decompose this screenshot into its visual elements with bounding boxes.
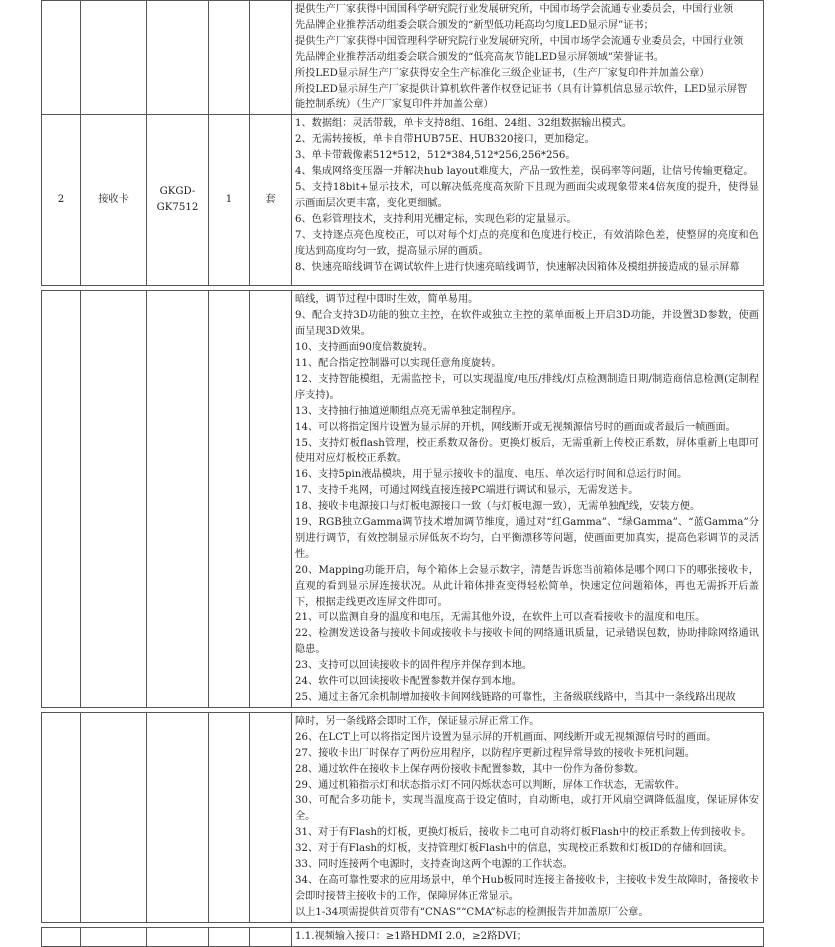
desc-line: 6、色彩管理技术，支持利用光栅定标，实现色彩的定量显示。 (295, 213, 577, 225)
desc-line: 1.1.视频输入接口：≥1路HDMI 2.0，≥2路DVI； (295, 930, 527, 942)
desc-line: 14、可以将指定图片设置为显示屏的开机，网线断开或无视频源信号时的画面或者最后一帧画面。 (295, 421, 736, 433)
desc-line: 31、对于有Flash的灯板，更换灯板后，接收卡二电可自动将灯板Flash中的校正系数上传到接收卡。 (295, 827, 752, 839)
cell-description (292, 115, 764, 286)
desc-line: 提供生产厂家获得中国管理科学研究院行业发展研究所，中国市场学会流通专业委员会，中国行业领 (295, 35, 744, 47)
desc-line: 23、支持可以回读接收卡的固件程序并保存到本地。 (295, 660, 533, 672)
desc-line: 3、单卡带载像素512*512，512*384,512*256,256*256。 (295, 150, 576, 162)
desc-line: 34、在高可靠性要求的应用场景中，单个Hub板同时连接主备接收卡，主接收卡发生故障时，备接收卡会即时接替主接收卡的工作，保障屏体正常显示。 (295, 874, 759, 902)
cell-blank (147, 927, 209, 946)
desc-line: 29、通过机箱指示灯和状态指示灯不同闪烁状态可以判断，屏体工作状态，无需软件。 (295, 779, 685, 791)
desc-line: 25、通过主备冗余机制增加接收卡间网线链路的可靠性，主备级联线路中，当其中一条线路出现故 (295, 692, 736, 703)
cell-blank (250, 291, 292, 708)
desc-line: 11、配合指定控制器可以实现任意角度旋转。 (295, 357, 502, 369)
desc-line: 先品牌企业推荐活动组委会联合颁发的“低亮高灰节能LED显示屏领域”荣誉证书。 (295, 51, 664, 63)
cell-blank (147, 712, 209, 922)
desc-line: 18、接收卡电源接口与灯板电源接口一致（与灯板电源一致），无需单独配线，安装方便。 (295, 501, 701, 513)
cell-blank (209, 927, 250, 946)
desc-line: 26、在LCT上可以将指定图片设置为显示屏的开机画面、网线断开或无视频源信号时的画面。 (295, 731, 717, 743)
cell-blank (147, 291, 209, 708)
desc-line: 先品牌企业推荐活动组委会联合颁发的“新型低功耗高均匀度LED显示屏”证书； (295, 19, 654, 31)
cell-unit: 套 (250, 115, 292, 286)
spec-table (41, 0, 764, 947)
desc-line: 16、支持5pin液晶模块，用于显示接收卡的温度、电压、单次运行时间和总运行时间。 (295, 469, 688, 481)
desc-line: 9、配合支持3D功能的独立主控，在软件或独立主控的菜单面板上开启3D功能，并设置3D参数，使画面呈现3D效果。 (295, 310, 759, 338)
desc-line: 27、接收卡出厂时保存了两份应用程序，以防程序更新过程异常导致的接收卡死机问题。 (295, 747, 696, 759)
desc-line: 24、软件可以回读接收卡配置参数并保存到本地。 (295, 676, 522, 688)
desc-line: 30、可配合多功能卡，实现当温度高于设定值时，自动断电，或打开风扇空调降低温度，保证屏体安全。 (295, 795, 759, 823)
cell-blank (81, 712, 147, 922)
cell-blank (250, 712, 292, 922)
cell-blank (81, 927, 147, 946)
desc-line: 15、支持灯板flash管理，校正系数双备份。更换灯板后，无需重新上传校正系数，屏体重新上电即可使用对应灯板校正系数。 (295, 437, 759, 465)
desc-line: 暗线，调节过程中即时生效，简单易用。 (295, 294, 479, 306)
cell-blank (209, 712, 250, 922)
cell-blank (81, 1, 147, 115)
table-row-certificates (42, 1, 764, 115)
desc-line: 所投LED显示屏生产厂家提供计算机软件著作权登记证书（具有计算机信息显示软件，LED显示屏智 (295, 83, 748, 95)
desc-line: 32、对于有Flash的灯板，支持管理灯板Flash中的信息，实现校正系数和灯板ID的存储和回读。 (295, 843, 734, 855)
desc-line: 5、支持18bit+显示技术，可以解决低亮度高灰阶下且现为画面尖或现象带来4倍灰度的提升，使得显示画面层次更丰富，变化更细腻。 (295, 181, 759, 209)
table-row-next (42, 927, 764, 946)
desc-line: 10、支持画面90度倍数旋转。 (295, 342, 433, 354)
cell-blank (42, 712, 81, 922)
desc-line: 障时，另一条线路会即时工作，保证显示屏正常工作。 (295, 715, 540, 727)
desc-line: 提供生产厂家获得中国国科学研究院行业发展研究所，中国市场学会流通专业委员会，中国行业领 (295, 4, 734, 15)
cell-description (292, 291, 764, 708)
desc-line: 4、集成网络变压器一并解决hub layout难度大，产品一致性差，误码率等问题，让信号传输更稳定。 (295, 166, 754, 178)
cell-blank (42, 1, 81, 115)
cell-description (292, 712, 764, 922)
desc-line: 33、同时连接两个电源时，支持查询这两个电源的工作状态。 (295, 859, 573, 871)
desc-line: 所投LED显示屏生产厂家获得安全生产标准化三级企业证书，（生产厂家复印件并加盖公章） (295, 67, 710, 79)
cell-blank (250, 1, 292, 115)
cell-blank (42, 927, 81, 946)
cell-blank (147, 1, 209, 115)
desc-line: 19、RGB独立Gamma调节技术增加调节维度，通过对“红Gamma”、“绿Gamma”、“蓝Gamma”分别进行调节，有效控制显示屏低灰不均匀，白平衡漂移等问题，使画面更加真实，提高色彩调节的灵活性。 (295, 517, 759, 560)
desc-line: 22、检测发送设备与接收卡间或接收卡与接收卡间的网络通讯质量，记录错误包数，协助排除网络通讯隐患。 (295, 628, 759, 656)
cell-model: GKGD-GK7512 (147, 115, 209, 286)
desc-line: 1、数据组：灵活带载，单卡支持8组、16组、24组、32组数据输出模式。 (295, 118, 633, 130)
desc-line: 28、通过软件在接收卡上保存两份接收卡配置参数，其中一份作为备份参数。 (295, 763, 645, 775)
cell-quantity: 1 (209, 115, 250, 286)
desc-line: 13、支持抽行抽道逆顺组点亮无需单独定制程序。 (295, 405, 522, 417)
desc-line: 20、Mapping功能开启，每个箱体上会显示数字，清楚告诉您当前箱体是哪个网口下的哪张接收卡，直观的看到显示屏连接状况。从此计箱体排查变得轻松简单，快速定位问题箱体，再也无需拆开后盖下，根据走线更改连屏文件即可。 (295, 564, 759, 608)
desc-line: 以上1-34项需提供首页带有“CNAS”“CMA”标志的检测报告并加盖原厂公章。 (295, 906, 649, 918)
table-row-continued (42, 712, 764, 922)
desc-line: 2、无需转接板，单卡自带HUB75E、HUB320接口，更加稳定。 (295, 134, 595, 146)
desc-line: 8、快速亮暗线调节在调试软件上进行快速亮暗线调节，快速解决因箱体及模组拼接造成的显示屏幕 (295, 261, 740, 273)
cell-item-name: 接收卡 (81, 115, 147, 286)
desc-line: 21、可以监测自身的温度和电压，无需其他外设，在软件上可以查看接收卡的温度和电压。 (295, 612, 706, 624)
desc-line: 能控制系统）（生产厂家复印件并加盖公章） (295, 99, 494, 111)
cell-blank (81, 291, 147, 708)
cell-description (292, 1, 764, 115)
table-row-continued (42, 291, 764, 708)
desc-line: 17、支持千兆网，可通过网线直接连接PC端进行调试和显示，无需发送卡。 (295, 485, 639, 497)
cell-blank (209, 291, 250, 708)
desc-line: 7、支持逐点亮色度校正，可以对每个灯点的亮度和色度进行校正，有效消除色差，使整屏的亮度和色度达到高度均匀一致，提高显示屏的画质。 (295, 229, 759, 257)
cell-description (292, 927, 764, 946)
cell-blank (42, 291, 81, 708)
spec-document (41, 0, 764, 947)
cell-blank (209, 1, 250, 115)
cell-index: 2 (42, 115, 81, 286)
table-row-receiving-card (42, 115, 764, 286)
desc-line: 12、支持智能模组，无需监控卡，可以实现温度/电压/排线/灯点检测制造日期/制造商信息检测(定制程序支持)。 (295, 373, 759, 401)
cell-blank (250, 927, 292, 946)
